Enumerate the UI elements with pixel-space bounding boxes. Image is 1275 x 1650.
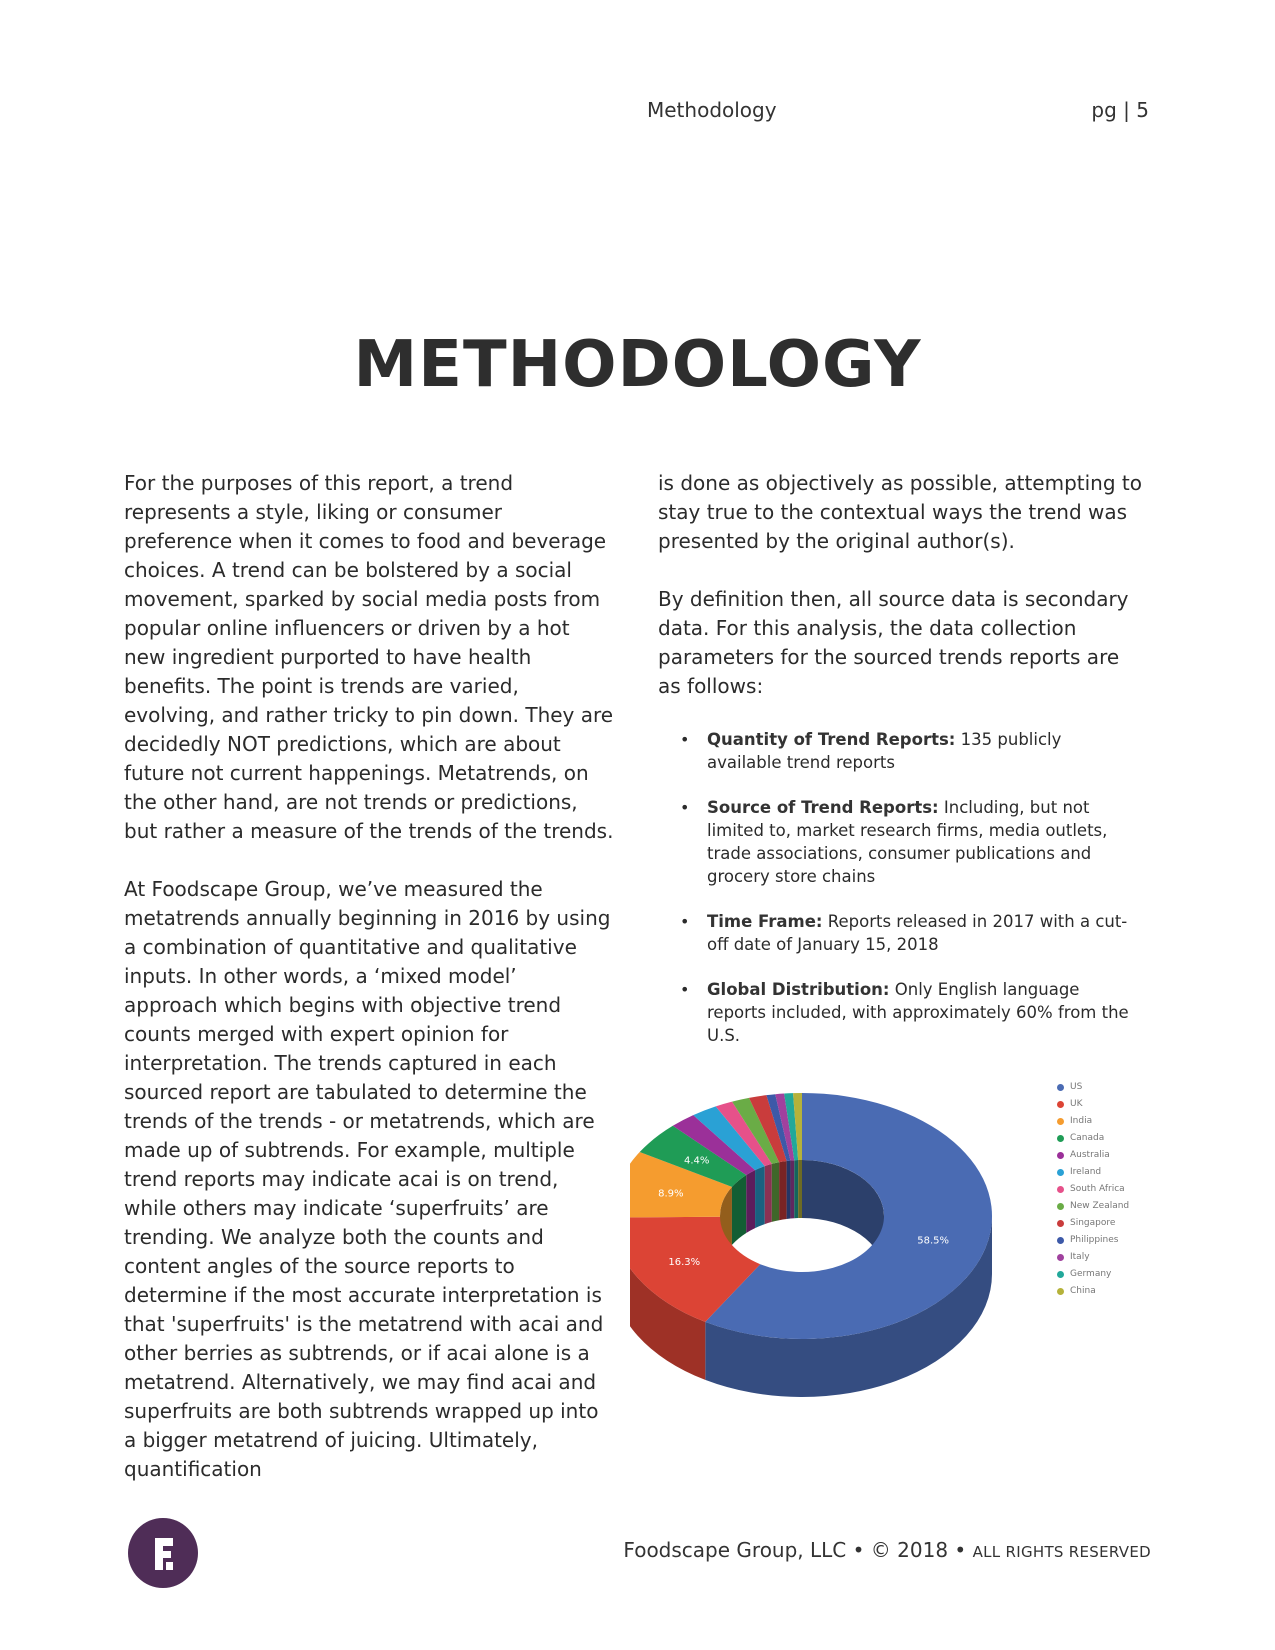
slice-inner-wall-china [798, 1160, 802, 1218]
legend-swatch [1057, 1152, 1064, 1159]
left-paragraph-2: At Foodscape Group, we’ve measured the metatrends annually beginning in 2016 by using a combination of quantitative and qualitative inputs. In other words, a ‘mixed model’ approach which begins with objective trend counts merged with expert opinion for interpretation. The trends captured in each sourced report are tabulated to determine the trends of the trends - or metatrends, which are made up of subtrends. For example, multiple trend reports may indicate acai is on trend, while others may indicate ‘superfruits’ are trending. We analyze both the counts and content angles of the source reports to determine if the most accurate interpretation is that 'superfruits' is the metatrend with acai and other berries as subtrends, or if acai alone is a metatrend. Alternatively, we may find acai and superfruits are both subtrends wrapped up into a bigger metatrend of juicing. Ultimately, quantification [124, 877, 611, 1481]
legend-item-uk [1057, 1096, 1129, 1113]
legend-swatch [1057, 1220, 1064, 1227]
footer-copyright [623, 1538, 1151, 1562]
legend-label: South Africa [1070, 1184, 1125, 1194]
legend-item-italy [1057, 1249, 1129, 1266]
legend-label: Canada [1070, 1133, 1105, 1143]
bullet-icon: • [680, 980, 690, 999]
legend-label: Ireland [1070, 1167, 1102, 1177]
legend-swatch [1057, 1271, 1064, 1278]
legend-swatch [1057, 1169, 1064, 1176]
bullet-icon: • [680, 798, 690, 817]
footer-company: Foodscape Group, LLC [623, 1538, 847, 1562]
chart-legend [1057, 1079, 1129, 1300]
legend-swatch [1057, 1135, 1064, 1142]
data-label-us: 58.5% [917, 1235, 950, 1247]
footer-separator: • [846, 1538, 871, 1562]
legend-item-new-zealand [1057, 1198, 1129, 1215]
legend-item-canada [1057, 1130, 1129, 1147]
list-item-label: Global Distribution: [707, 980, 890, 999]
list-item-label: Time Frame: [707, 912, 823, 931]
data-label-uk: 16.3% [668, 1256, 701, 1268]
header-section-title: Methodology [647, 98, 777, 122]
legend-swatch [1057, 1101, 1064, 1108]
legend-label: Australia [1070, 1150, 1110, 1160]
page-title: METHODOLOGY [353, 328, 922, 402]
left-paragraph-1: For the purposes of this report, a trend represents a style, liking or consumer preference when it comes to food and beverage choices. A trend can be bolstered by a social movement, sparked by social media posts from popular online influencers or driven by a hot new ingredient purported to have health benefits. The point is trends are varied, evolving, and rather tricky to pin down. They are decidedly NOT predictions, which are about future not current happenings. Metatrends, on the other hand, are not trends or predictions, but rather a measure of the trends of the trends. [124, 471, 614, 843]
legend-item-india [1057, 1113, 1129, 1130]
list-item [680, 796, 1140, 888]
left-column [124, 469, 614, 1513]
slice-inner-wall-new-zealand [772, 1162, 779, 1222]
list-item-text: Reports released in 2017 with a cut-off date of January 15, 2018 [707, 912, 1128, 954]
list-item-text: 135 publicly available trend reports [707, 730, 1062, 772]
right-paragraph-1: is done as objectively as possible, attempting to stay true to the contextual ways the trend was presented by the original author(s). [658, 471, 1142, 553]
legend-item-us [1057, 1079, 1129, 1096]
legend-swatch [1057, 1288, 1064, 1295]
legend-swatch [1057, 1254, 1064, 1261]
slice-inner-wall-philippines [787, 1161, 791, 1219]
list-item-text: Only English language reports included, with approximately 60% from the U.S. [707, 980, 1129, 1045]
legend-item-south-africa [1057, 1181, 1129, 1198]
right-paragraph-2: By definition then, all source data is secondary data. For this analysis, the data collection parameters for the sourced trends reports are as follows: [658, 587, 1129, 698]
list-item-label: Source of Trend Reports: [707, 798, 939, 817]
legend-swatch [1057, 1084, 1064, 1091]
list-item [680, 910, 1140, 956]
header-page-number: pg | 5 [1091, 98, 1149, 122]
list-item [680, 728, 1140, 774]
right-column [658, 469, 1143, 730]
legend-swatch [1057, 1118, 1064, 1125]
slice-inner-wall-canada [732, 1175, 746, 1245]
slice-inner-wall-australia [746, 1170, 755, 1233]
legend-swatch [1057, 1237, 1064, 1244]
legend-item-germany [1057, 1266, 1129, 1283]
foodscape-logo [128, 1518, 198, 1588]
slice-inner-wall-italy [790, 1160, 794, 1218]
legend-label: US [1070, 1082, 1083, 1092]
footer-separator: • [948, 1538, 973, 1562]
list-item-text: Including, but not limited to, market research firms, media outlets, trade associations, consumer publications and grocery store chains [707, 798, 1108, 886]
legend-label: Germany [1070, 1269, 1112, 1279]
legend-label: China [1070, 1286, 1096, 1296]
legend-label: New Zealand [1070, 1201, 1130, 1211]
legend-label: Philippines [1070, 1235, 1119, 1245]
legend-label: UK [1070, 1099, 1083, 1109]
legend-swatch [1057, 1186, 1064, 1193]
slice-inner-wall-singapore [779, 1161, 787, 1220]
legend-item-ireland [1057, 1164, 1129, 1181]
list-item [680, 978, 1140, 1047]
slice-inner-wall-ireland [755, 1166, 765, 1228]
slice-inner-wall-south-africa [765, 1164, 772, 1224]
data-label-india: 8.9% [658, 1188, 684, 1200]
data-label-canada: 4.4% [683, 1155, 710, 1167]
list-item-label: Quantity of Trend Reports: [707, 730, 956, 749]
legend-label: Singapore [1070, 1218, 1116, 1228]
footer-rights: ALL RIGHTS RESERVED [972, 1543, 1151, 1561]
slice-inner-wall-germany [794, 1160, 798, 1218]
legend-label: Italy [1070, 1252, 1090, 1262]
legend-item-singapore [1057, 1215, 1129, 1232]
legend-label: India [1070, 1116, 1093, 1126]
legend-swatch [1057, 1203, 1064, 1210]
legend-item-china [1057, 1283, 1129, 1300]
legend-item-philippines [1057, 1232, 1129, 1249]
footer-copyright-year: © 2018 [870, 1538, 949, 1562]
bullet-icon: • [680, 730, 690, 749]
bullet-icon: • [680, 912, 690, 931]
parameters-list [680, 728, 1140, 1069]
legend-item-australia [1057, 1147, 1129, 1164]
logo-f-icon [128, 1518, 198, 1588]
